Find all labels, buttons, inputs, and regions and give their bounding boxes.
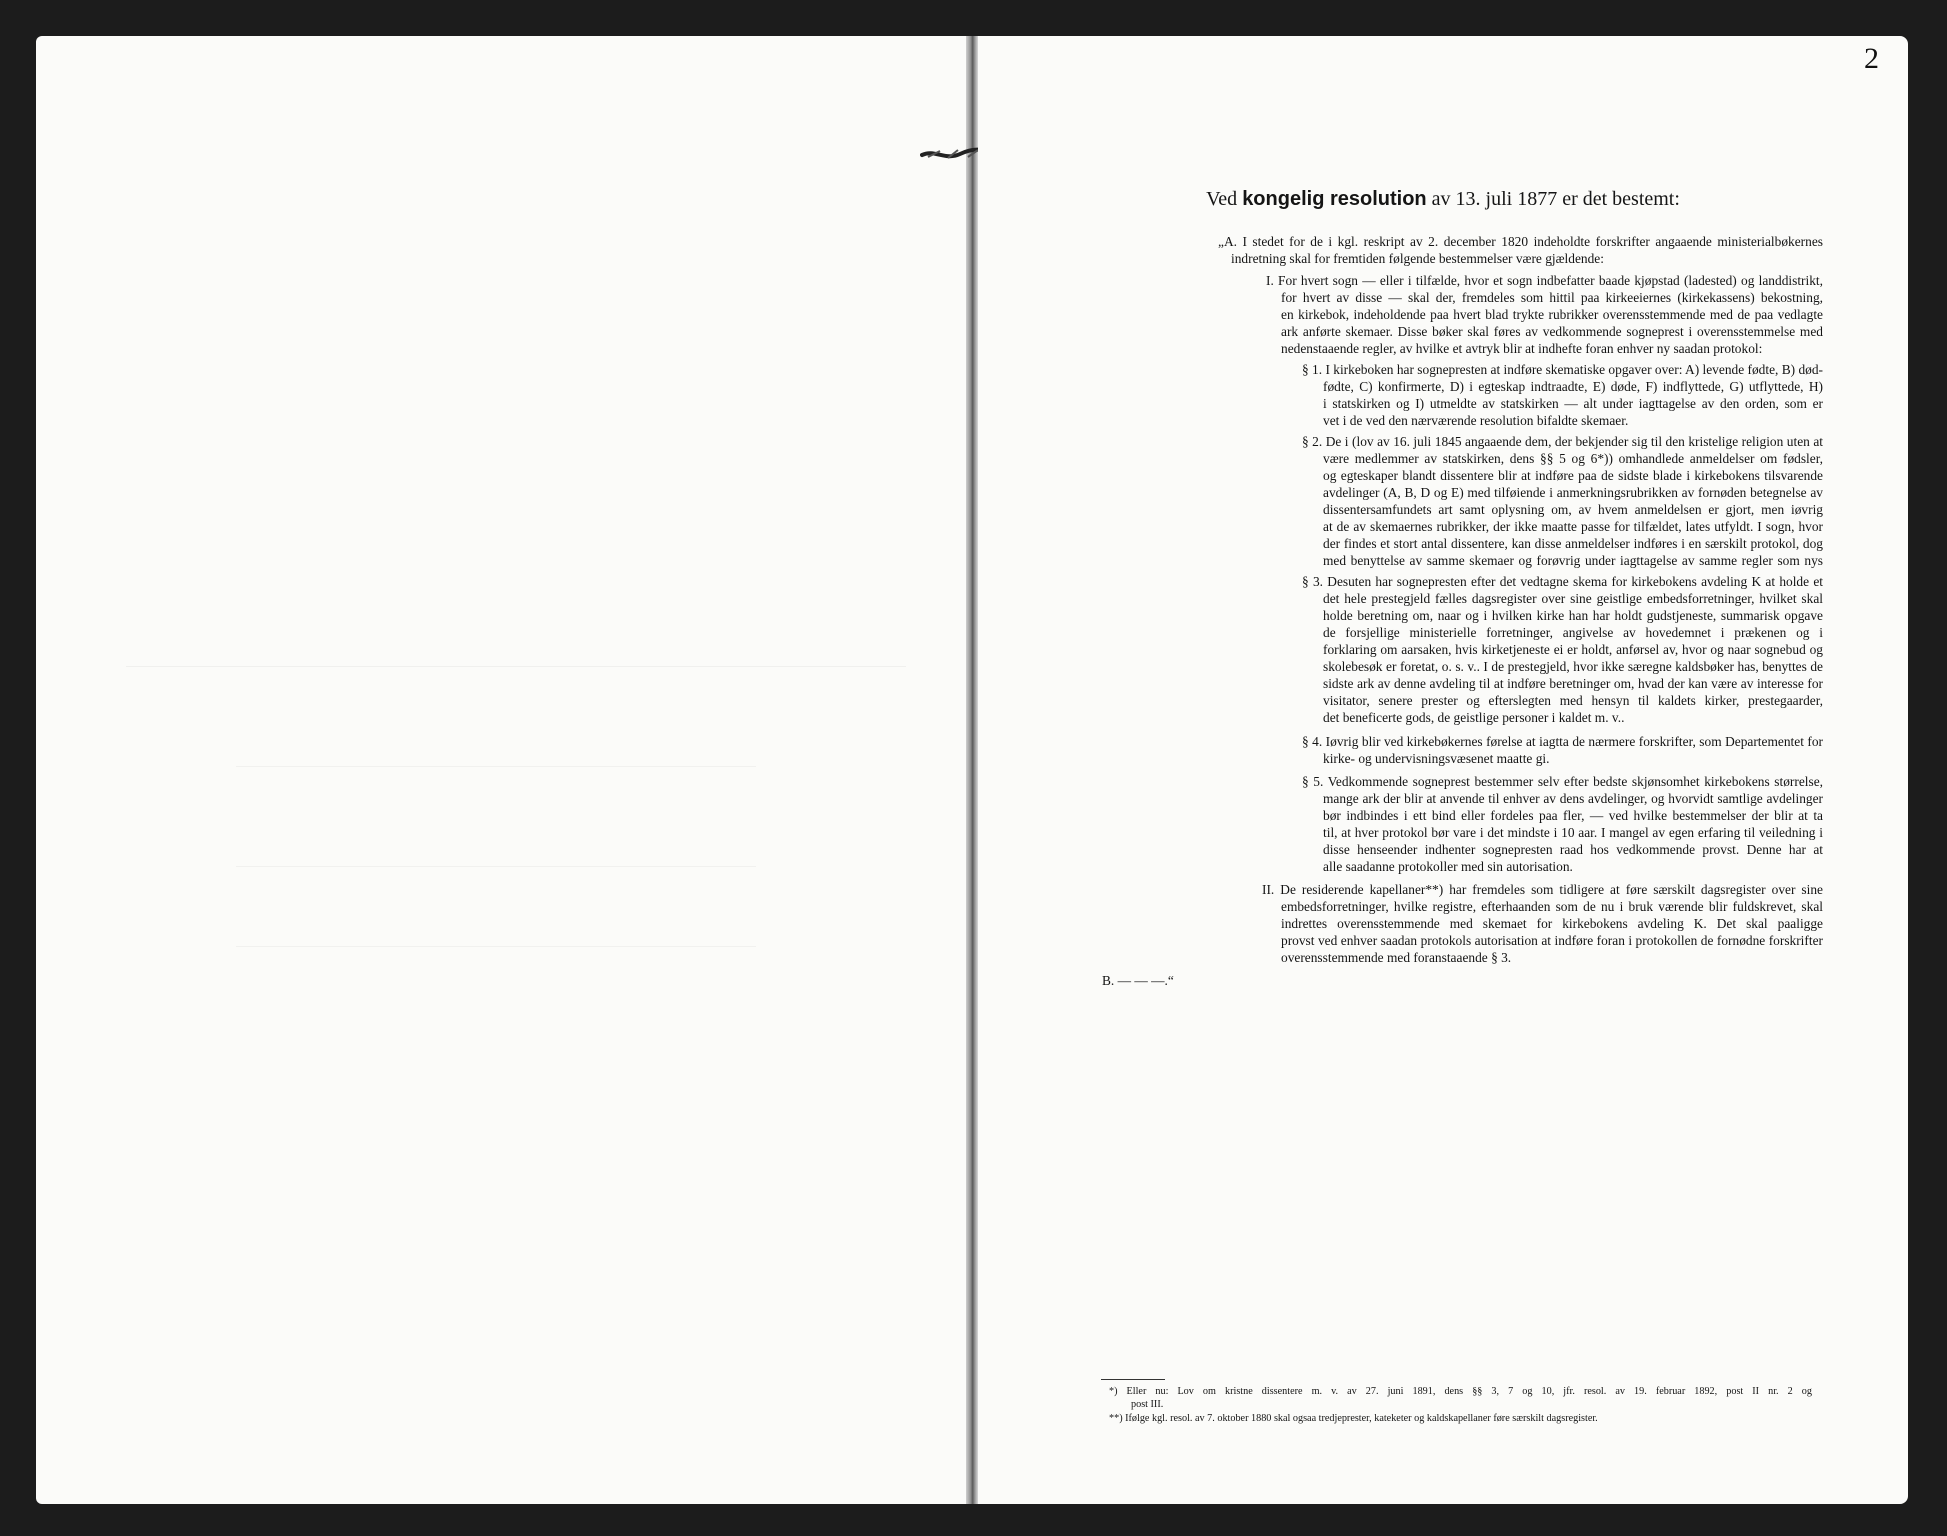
- title-suffix: av 13. juli 1877 er det bestemt:: [1431, 188, 1680, 210]
- book-spine: [966, 36, 978, 1504]
- text-line: overensstemmende med foranstaaende § 3.: [1281, 950, 1512, 965]
- text-line: bør indbindes i ett bind eller fordeles paa fler, — ved hvilke bestemmelser der blir at ta: [1323, 808, 1823, 823]
- text-line: de forsjellige ministerielle forretninger, angivelse av hovedemnet i prækenen og i: [1323, 625, 1823, 640]
- text-line: alle saadanne protokoller med sin autorisation.: [1323, 859, 1573, 874]
- text-line: være medlemmer av statskirken, dens §§ 5 og 6*)) omhandlede anmeldelser om fødsler,: [1323, 451, 1823, 466]
- text-line: og egteskaper blandt dissentere blir at indføre paa de sidste blade i kirkebokens tilsvarende: [1323, 468, 1823, 483]
- text-line: embedsforretninger, hvilke registre, efterhaanden som de nu i bruk værende blir fuldskrevet, skal: [1281, 899, 1823, 914]
- text-line: disse henseender indhenter sognepresten raad hos vedkommende provst. Denne har at: [1323, 842, 1823, 857]
- ghost-rule: [236, 836, 756, 867]
- text-line: for hvert av disse — skal der, fremdeles som hittil paa kirkeeiernes (kirkekassens) bekostning,: [1281, 290, 1823, 305]
- text-line: provst ved enhver saadan protokols autorisation at indføre foran i protokollen de fornødne forskrifter: [1281, 933, 1823, 948]
- text-line: ark anførte skemaer. Disse bøker skal føres av vedkommende sogneprest i overensstemmelse med: [1281, 324, 1823, 339]
- text-line: dissentersamfundets art samt oplysning om, av hvem anmeldelsen er gjort, men iøvrig: [1323, 502, 1823, 517]
- footnote-line: *) Eller nu: Lov om kristne dissentere m. v. av 27. juni 1891, dens §§ 3, 7 og 10, jfr. resol. av 19. februar 1892, post II nr. 2 og: [1109, 1386, 1812, 1397]
- text-line: der findes et stort antal dissentere, kan disse anmeldelser indføres i en særskilt protokol, dog: [1323, 536, 1823, 551]
- text-line: § 5. Vedkommende sogneprest bestemmer selv efter bedste skjønsomhet kirkebokens størrelse,: [1302, 774, 1823, 789]
- text-line: til, at hver protokol bør vare i det mindste i 10 aar. I mangel av egen erfaring til veiledning i: [1323, 825, 1823, 840]
- text-line: holde beretning om, naar og i hvilken kirke han har holdt gudstjeneste, summarisk opgave: [1323, 608, 1823, 623]
- footnote-line: post III.: [1131, 1399, 1164, 1410]
- text-line: forklaring om aarsaken, hvis kirketjeneste ei er holdt, anførsel av, hvor og naar sognebud og: [1323, 642, 1823, 657]
- text-line: „A. I stedet for de i kgl. reskript av 2. december 1820 indeholdte forskrifter angaaende ministerialbøkernes: [1218, 234, 1823, 249]
- page-number: 2: [1864, 42, 1879, 75]
- text-line: § 3. Desuten har sognepresten efter det vedtagne skema for kirkebokens avdeling K at holde et: [1302, 574, 1823, 589]
- right-page: [978, 36, 1908, 1504]
- text-line: II. De residerende kapellaner**) har fremdeles som tidligere at føre særskilt dagsregister over sine: [1262, 882, 1823, 897]
- text-line: vet i de ved den nærværende resolution bifaldte skemaer.: [1323, 413, 1629, 428]
- ghost-rule: [126, 626, 906, 667]
- ghost-rule: [236, 736, 756, 767]
- title-prefix: Ved: [1206, 188, 1238, 210]
- text-line: visitator, senere prester og efterslegten med hensyn til kaldets kirker, prestegaarder,: [1323, 693, 1823, 708]
- text-line: B. — — —.“: [1102, 973, 1174, 988]
- text-line: i statskirken og I) utmeldte av statskirken — alt under iagttagelse av den orden, som er: [1323, 396, 1823, 411]
- text-line: fødte, C) konfirmerte, D) i egteskap indtraadte, E) døde, F) indflyttede, G) utflyttede, H): [1323, 379, 1823, 394]
- text-line: § 4. Iøvrig blir ved kirkebøkernes førelse at iagtta de nærmere forskrifter, som Departementet for: [1302, 734, 1823, 749]
- text-line: det beneficerte gods, de geistlige personer i kaldet m. v..: [1323, 710, 1625, 725]
- ghost-rule: [236, 916, 756, 947]
- text-line: skolebesøk er foretat, o. s. v.. I de prestegjeld, hvor ikke særegne kaldsbøker has, benyttes de: [1323, 659, 1823, 674]
- bleed-through-ghost: [36, 36, 966, 1504]
- text-line: mange ark der blir at anvende til enhver av dens avdelinger, og hvorvidt samtlige avdelinger: [1323, 791, 1823, 806]
- text-line: kirke- og undervisningsvæsenet maatte gi.: [1323, 751, 1550, 766]
- text-line: en kirkebok, indeholdende paa hvert blad trykte rubrikker overensstemmende med de paa vedlagte: [1281, 307, 1823, 322]
- text-line: med benyttelse av samme skemaer og forøvrig under iagttagelse av samme regler som nys: [1323, 553, 1823, 568]
- text-line: I. For hvert sogn — eller i tilfælde, hvor et sogn indbefatter baade kjøpstad (ladested) og landdistrikt,: [1266, 273, 1823, 288]
- text-line: det hele prestegjeld fælles dagsregister over sine geistlige embedsforretninger, hvilket skal: [1323, 591, 1823, 606]
- text-line: at de av skemaernes rubrikker, der ikke maatte passe for tilfældet, lates utfyldt. I sogn, hvor: [1323, 519, 1823, 534]
- left-page: [36, 36, 966, 1504]
- text-line: indrettes overensstemmende med skemaet for kirkebokens avdeling K. Det skal paaligge: [1281, 916, 1823, 931]
- text-line: nedenstaaende regler, av hvilke et avtryk blir at indhefte foran enhver ny saadan protokol:: [1281, 341, 1763, 356]
- text-line: indretning skal for fremtiden følgende bestemmelser være gjældende:: [1231, 251, 1604, 266]
- text-line: sidste ark av denne avdeling til at indføre beretninger om, hvad der kan være av interesse for: [1323, 676, 1823, 691]
- footnote-line: **) Ifølge kgl. resol. av 7. oktober 1880 skal ogsaa tredjeprester, kateketer og kaldskapellaner føre særskilt dagsregister.: [1109, 1413, 1598, 1424]
- text-line: avdelinger (A, B, D og E) med tilføiende i anmerkningsrubrikken av fornøden betegnelse av: [1323, 485, 1823, 500]
- document-title: [978, 188, 1908, 211]
- text-line: § 1. I kirkeboken har sognepresten at indføre skematiske opgaver over: A) levende fødte, B) død-: [1302, 362, 1823, 377]
- title-bold: kongelig resolution: [1242, 188, 1427, 210]
- footnote-rule: [1101, 1379, 1165, 1380]
- text-line: § 2. De i (lov av 16. juli 1845 angaaende dem, der bekjender sig til den kristelige religion uten at: [1302, 434, 1823, 449]
